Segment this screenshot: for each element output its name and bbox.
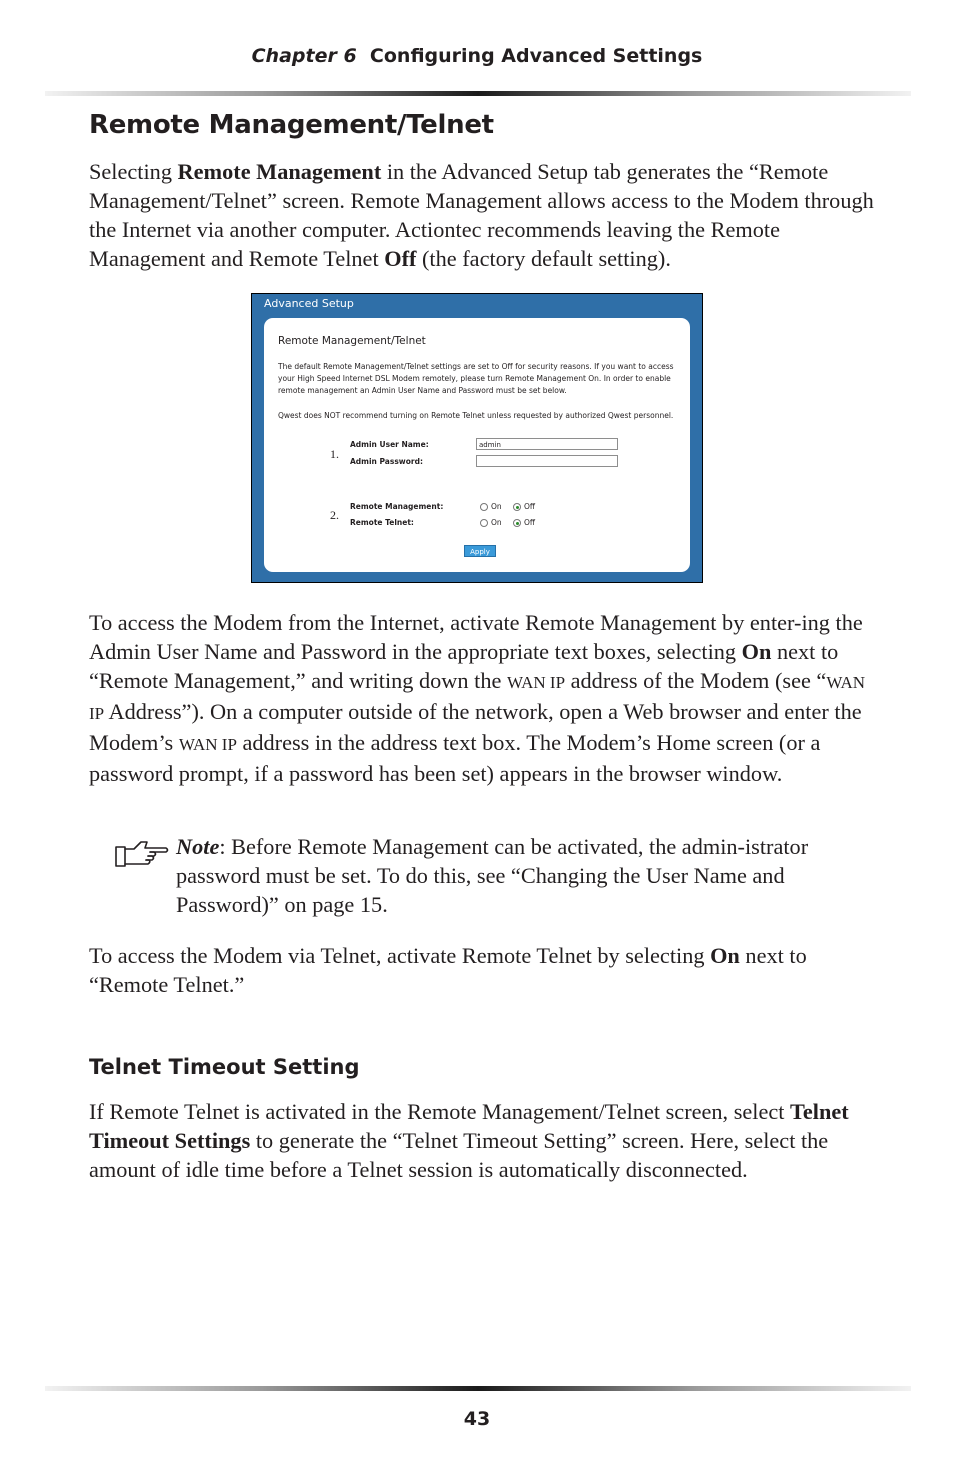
text-run: Selecting bbox=[89, 159, 178, 184]
text-run: address in the address text box. The Modem’s Home screen (or a password prompt, if a password has been set) appears in the browser window. bbox=[89, 730, 821, 786]
chapter-title: Configuring Advanced Settings bbox=[369, 45, 703, 67]
on-label: On bbox=[491, 502, 502, 511]
panel-warning: Qwest does NOT recommend turning on Remote Telnet unless requested by authorized Qwest personnel. bbox=[278, 411, 674, 420]
admin-user-input[interactable]: admin bbox=[476, 438, 618, 450]
text-run: next to “Remote Telnet.” bbox=[89, 943, 807, 997]
remote-telnet-off-radio[interactable] bbox=[513, 519, 521, 527]
screenshot-header: Advanced Setup bbox=[264, 297, 354, 310]
apply-button[interactable]: Apply bbox=[464, 545, 496, 557]
bold-run: Telnet Timeout Settings bbox=[89, 1099, 849, 1153]
section-title: Remote Management/Telnet bbox=[89, 110, 494, 140]
admin-user-label: Admin User Name: bbox=[350, 440, 429, 449]
text-run: If Remote Telnet is activated in the Remote Management/Telnet screen, select bbox=[89, 1099, 791, 1124]
timeout-paragraph bbox=[89, 1097, 879, 1184]
note-block bbox=[176, 832, 816, 919]
small-caps-run: WAN IP bbox=[506, 673, 566, 692]
text-run: address of the Modem (see “ bbox=[565, 668, 827, 693]
small-caps-run: WAN IP bbox=[178, 735, 237, 754]
note-label: Note bbox=[176, 834, 220, 859]
header-rule bbox=[45, 91, 911, 96]
bold-run: Off bbox=[384, 246, 417, 271]
page-number: 43 bbox=[463, 1408, 491, 1430]
subsection-title: Telnet Timeout Setting bbox=[89, 1055, 360, 1079]
text-run: to generate the “Telnet Timeout Setting” screen. Here, select the amount of idle time before a Telnet session is automatically disconnected. bbox=[89, 1128, 829, 1182]
remote-telnet-on-radio[interactable] bbox=[480, 519, 488, 527]
text-run: Address”). On a computer outside of the network, open a Web browser and enter the Modem’s bbox=[89, 699, 862, 755]
bold-run: On bbox=[710, 943, 740, 968]
off-label: Off bbox=[524, 502, 536, 511]
admin-password-input[interactable] bbox=[476, 455, 618, 467]
remote-management-screenshot bbox=[251, 293, 703, 583]
remote-management-label: Remote Management: bbox=[350, 502, 444, 511]
text-run: in the Advanced Setup tab generates the “Remote Management/Telnet” screen. Remote Management allows access to the Modem through the Internet via another computer. Actiontec recommends leaving the Remote Management and Remote Telnet bbox=[89, 159, 874, 271]
intro-paragraph bbox=[89, 157, 879, 273]
off-label: Off bbox=[524, 518, 536, 527]
pointing-hand-icon bbox=[114, 834, 170, 870]
text-run: (the factory default setting). bbox=[416, 246, 671, 271]
bold-run: On bbox=[741, 639, 772, 664]
text-run: next to “Remote Management,” and writing down the bbox=[89, 639, 839, 693]
note-text: : Before Remote Management can be activated, the admin-istrator password must be set. To do this, see “Changing the User Name and Password)” on page 15. bbox=[176, 834, 809, 917]
small-caps-run: WAN IP bbox=[89, 673, 866, 723]
remote-management-off-radio[interactable] bbox=[513, 503, 521, 511]
panel-description: The default Remote Management/Telnet settings are set to Off for security reasons. If you want to access your High Speed Internet DSL Modem remotely, please turn Remote Management On. In order to enable remote management an Admin User Name and Password must be set below. bbox=[278, 362, 674, 395]
text-run: To access the Modem from the Internet, activate Remote Management by enter-ing the Admin User Name and Password in the appropriate text boxes, selecting bbox=[89, 610, 863, 664]
text-run: To access the Modem via Telnet, activate Remote Telnet by selecting bbox=[89, 943, 711, 968]
telnet-paragraph bbox=[89, 941, 879, 999]
admin-password-label: Admin Password: bbox=[350, 457, 423, 466]
panel-title: Remote Management/Telnet bbox=[278, 335, 426, 347]
running-header bbox=[0, 45, 954, 67]
on-label: On bbox=[491, 518, 502, 527]
bold-run: Remote Management bbox=[177, 159, 382, 184]
chapter-label: Chapter 6 bbox=[251, 45, 357, 67]
remote-management-on-radio[interactable] bbox=[480, 503, 488, 511]
footer-rule bbox=[45, 1386, 911, 1391]
step-number: 2. bbox=[330, 508, 339, 522]
remote-access-paragraph bbox=[89, 608, 879, 788]
settings-panel bbox=[264, 318, 690, 572]
remote-telnet-label: Remote Telnet: bbox=[350, 518, 414, 527]
step-number: 1. bbox=[330, 447, 339, 461]
